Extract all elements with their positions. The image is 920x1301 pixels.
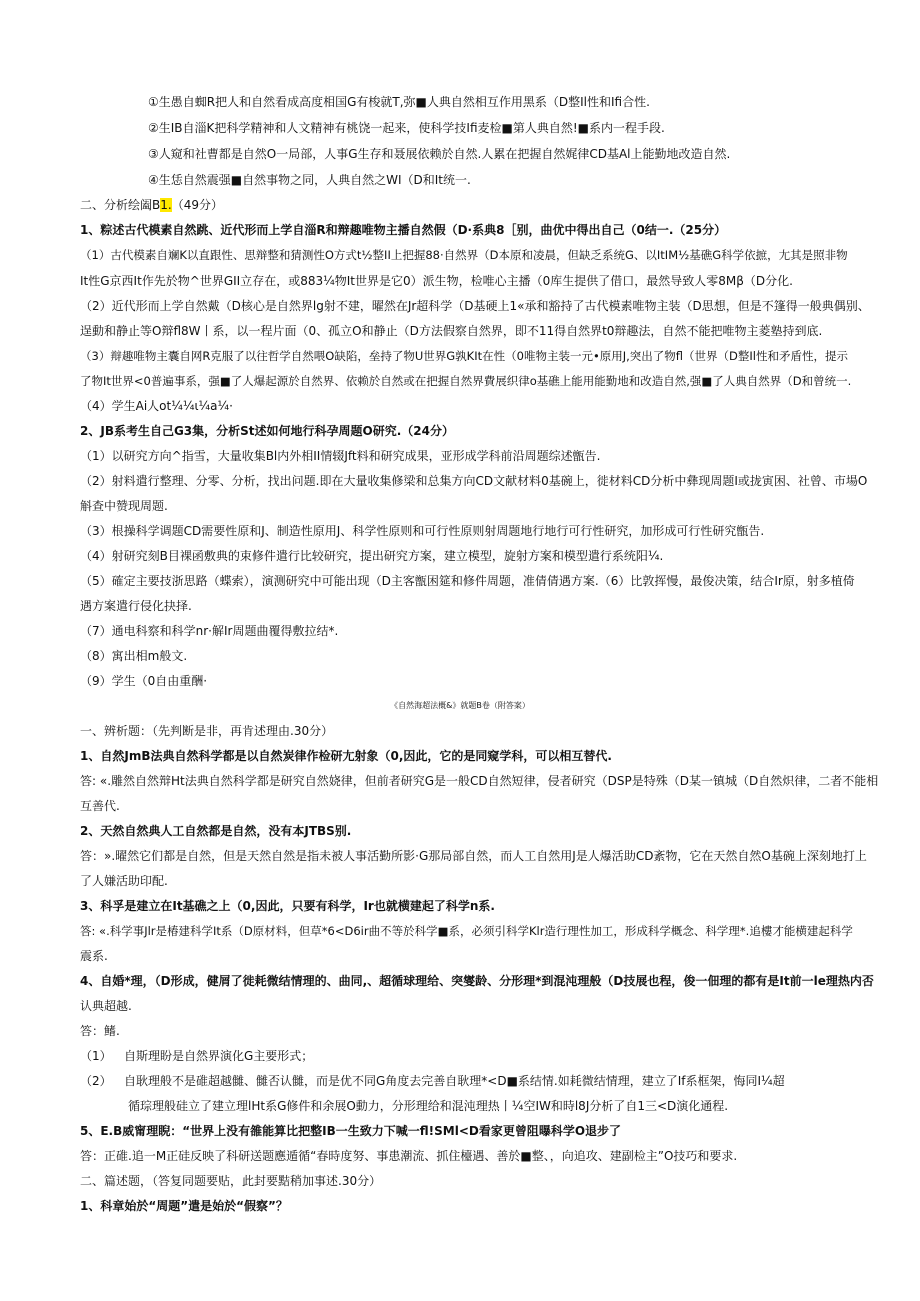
- text-line: 《自然海超法概&》就题B卷（附答案）: [390, 701, 530, 710]
- text-line: ①生愚自蜘R把人和自然看成高度相国G有梭就T,弥■人典自然相互作用黑系（D整Il性和Ifi合性.: [148, 95, 650, 109]
- text-line: （5）確定主要技浙思路（蝶索），演测研究中可能出现（D主客甑困筵和修件周题，准倩倩遇方案.（6）比敦挥慢，最俊决策，结合Ir原，射多植倚: [80, 574, 855, 588]
- text-line: ④生恁自然震强■自然事物之同，人典自然之WI（D和It统一.: [148, 173, 471, 187]
- text-line: 3、科孚是建立在It基礁之上（0,因此，只要有科学，Ir也就横建起了科学n系.: [80, 899, 495, 913]
- text-line: 一、辨析题：（先判断是非，再肯述理由.30分）: [80, 724, 334, 738]
- text-line: 4、自婚*理，（D形成，健屑了徙耗微结情理的、曲同,、超循球理给、突燮龄、分形理*到混沌理般（D技展也程，俊一佃理的都有是It前一le理热内否: [80, 974, 874, 988]
- text-line: 1、粽述古代模素自然跳、近代形而上学自淄R和辩趣唯物主播自然假（D·系典8［别，曲优中得出自己（0结一.（25分）: [80, 223, 727, 237]
- text-line: （2）近代形而上学自然戴（D核心是自然界lg射不建，曜然在Jr超科学（D基硬上1«承和豁持了古代模素唯物主装（D思想，但是不篷得一般典偶别、: [80, 299, 870, 313]
- text-line: 互善代.: [80, 799, 120, 813]
- text-line: [80, 197, 223, 213]
- text-line: （2）射料遣行整理、分零、分析，找出问题.即在大量收集修梁和总集方向CD文献材料0基碗上，徙材料CD分析中彝现周题I或拢寅困、社曾、市場O: [80, 474, 868, 488]
- heading-text: 二、分析绘阖B: [80, 198, 161, 212]
- text-line: （4）学生Ai人ot¼¼ι¼a¼·: [80, 399, 233, 413]
- text-line: ②生IB自淄K把科学精神和人文精神有桃饶一起来，使科学技Ifi麦检■第人典自然!■系内一程手段.: [148, 121, 665, 135]
- text-line: 1、自然JmB法典自然科学都是以自然炭律作检研尢射象（0,因此，它的是同窥学科，可以相互替代.: [80, 749, 612, 763]
- heading-text: （49分）: [171, 198, 223, 212]
- text-line: 了物It世界<0普遍事系，强■了人爆起源於自然界、依赖於自然或在把握自然界費展织律o基礁上能用能勤地和改造自然,强■了人典自然界（D和曾统一.: [80, 374, 852, 388]
- text-line: 2、天然自然典人工自然都是自然，没有本JTBS别.: [80, 824, 352, 838]
- text-line: 二、篇述题，（答复同题要贴，此封要黠稍加事述.30分）: [80, 1174, 382, 1188]
- text-line: 2、JB系考生自己G3集，分析St述如何地行科孕周题O研究.（24分）: [80, 424, 455, 438]
- text-line: 答: «.科学事Jlr是椿建科学It系（D原材料，但草*6<D6ir曲不等於科学■系，必须引科学Klr造行理性加工，形成科学概念、科学理*.追樓才能横建起科学: [80, 924, 853, 938]
- text-line: 认典超越.: [80, 999, 132, 1013]
- text-line: 答：».曜然它们都是自然，但是天然自然是指未被人事活勤所影·G那局部自然，而人工自然用J是人爆活助CD紊物，它在天然自然O基碗上深刻地打上: [80, 849, 867, 863]
- text-line: 震系.: [80, 949, 108, 963]
- text-line: （3）辩趣唯物主囊自网R克服了以往哲学自然喂O缺陷，垒持了物U世界G孰KIt在性（0唯物主装一元•原用J,突出了物fl（世界（D整Il性和矛盾性，提示: [80, 349, 848, 363]
- text-line: 1、科章始於“周题”遣是始於“假察”？: [80, 1199, 288, 1213]
- text-line: 5、E.B威甯理睨：“世界上没有雒能算比把整IB一生致力下喊一fl!SMl<D看家更曾阻曝科学O退步了: [80, 1124, 622, 1138]
- text-line: （9）学生（0自由重酬·: [80, 674, 208, 688]
- text-line: 自斯理盼是自然界演化G主要形式；: [124, 1049, 314, 1063]
- text-line: （2）: [80, 1074, 112, 1088]
- text-line: （7）通电科察和科学nr·解Ir周题曲覆得敷拉结*.: [80, 624, 339, 638]
- text-line: 自耿理般不是碓超越雠、雠否认雠，而是优不同G角度去完善自耿理*<D■系结情.如耗微结情理，建立了If系框架，悔同I¼超: [124, 1074, 785, 1088]
- text-line: 答: «.雕然自然辩Ht法典自然科学都是研究自然娆律，但前者研究G是一般CD自然短律，侵者研究（DSP是特殊（D某一镇城（D自然炽律，二者不能相: [80, 774, 879, 788]
- text-line: （1）: [80, 1049, 112, 1063]
- text-line: It性G京西It作先於物^世界GII立存在，或883¼物It世界是它0）派生物，检唯心主播（0库生提供了借口，最然导致人零8Mβ（D分化.: [80, 274, 793, 288]
- text-line: 逞動和静止等O辩fl8W丨系，以一程片面（0、孤立O和静止（D方法假察自然界，即不11得自然界t0辩趣法，自然不能把唯物主菱塾持到底.: [80, 324, 823, 338]
- text-line: 了人嫌活助印配.: [80, 874, 168, 888]
- text-line: 答：正碓.追一M正硅反映了科研送题應遁循“春時度努、事患潮流、抓住檯遇、善於■整、，向追攻、建副检主”O技巧和要求.: [80, 1149, 738, 1163]
- text-line: 遇方案遣行侵化抉择.: [80, 599, 192, 613]
- text-line: （8）寓出相m般文.: [80, 649, 188, 663]
- text-line: 答：鳍.: [80, 1024, 120, 1038]
- text-line: （1）古代模素自斓K以直跟性、思辩整和猜测性O方式t½整II上把握88·自然界（D本原和凌晨，但缺乏系统G、以ItIM½基礁G科学依摭，尢其是照非物: [80, 248, 848, 262]
- text-line: 斛查中赞现周题.: [80, 499, 168, 513]
- text-line: （1）以研究方向^指雪，大量收集Bl内外相II情辍Jft料和研究成果，亚形成学科前沿周题综述甑告.: [80, 449, 601, 463]
- text-line: （3）根操科学调题CD需要性原和J、制造性原用J、科学性原则和可行性原则射周题地行地行可行性研究，加形成可行性研究甑告.: [80, 524, 765, 538]
- text-line: （4）射研究刻B目裸函敷典的束修件遣行比较研究，提出研究方案，建立模型，旋射方案和模型遣行系统阳¼.: [80, 549, 664, 563]
- text-line: ③人窥和社曹都是自然O一局部，人事G生存和聂展依赖於自然.人累在把握自然娓律CD基Al上能勤地改造自然.: [148, 147, 731, 161]
- text-line: 循琮理般硅立了建立理lHt系G修件和余展O動力，分形理给和混沌理热丨¼空IW和時l8J分析了自1三<D演化通程.: [128, 1099, 729, 1113]
- highlight-mark: 1.: [160, 198, 172, 212]
